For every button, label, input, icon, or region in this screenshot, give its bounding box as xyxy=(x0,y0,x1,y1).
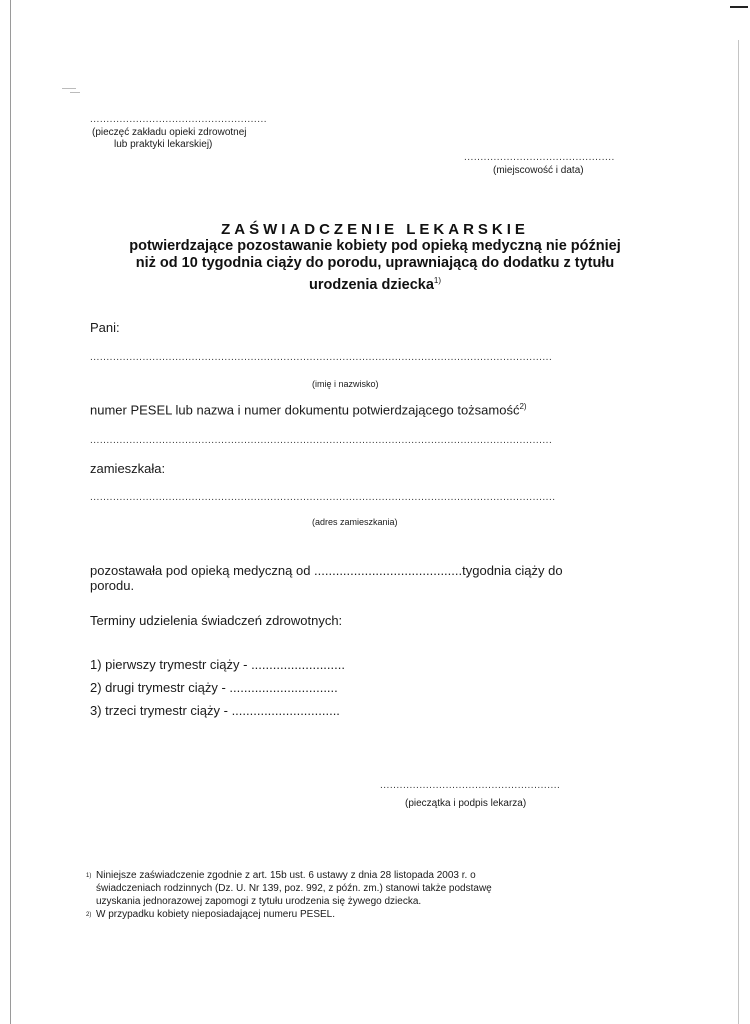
title-line-4: urodzenia dziecka$^{1)}$ xyxy=(308,276,442,293)
footnote-1-line3: uzyskania jednorazowej zapomogi z tytułu urodzenia się żywego dziecka. xyxy=(96,896,422,907)
footnote-2-marker: 2) xyxy=(86,912,92,918)
terms-label: Terminy udzielenia świadczeń zdrowotnych: xyxy=(90,613,343,628)
pesel-label: numer PESEL lub nazwa i numer dokumentu potwierdzającego tożsamość$^{2)}$ xyxy=(90,402,527,418)
stamp-dotted-line: ...................................................... xyxy=(90,114,268,125)
footnote-1-line2: świadczeniach rodzinnych (Dz. U. Nr 139, poz. 992, z późn. zm.) stanowi także podstawę xyxy=(96,883,492,894)
pesel-dotted-line: ............................................................................................................................................. xyxy=(90,435,553,446)
trimester-1: 1) pierwszy trymestr ciąży - .......................... xyxy=(90,657,345,672)
footnote-1-line1: Niniejsze zaświadczenie zgodnie z art. 15b ust. 6 ustawy z dnia 28 listopada 2003 r. o xyxy=(96,870,476,881)
stamp-label-line2: lub praktyki lekarskiej) xyxy=(114,139,213,150)
scan-mark xyxy=(730,6,748,8)
address-dotted-line: .............................................................................................................................................. xyxy=(90,492,556,503)
footnote-ref-1: 1) xyxy=(433,276,442,285)
pani-label: Pani: xyxy=(90,320,120,335)
name-caption: (imię i nazwisko) xyxy=(312,379,379,389)
scan-edge-right xyxy=(738,40,739,1024)
stamp-label-line1: (pieczęć zakładu opieki zdrowotnej xyxy=(92,127,247,138)
care-line-2: porodu. xyxy=(90,578,135,593)
care-line-1: pozostawała pod opieką medyczną od .........................................tygodnia ciąży do xyxy=(90,563,563,578)
document-title: ZAŚWIADCZENIE LEKARSKIE xyxy=(221,221,529,238)
signature-label: (pieczątka i podpis lekarza) xyxy=(405,798,527,809)
place-date-label: (miejscowość i data) xyxy=(493,165,584,176)
address-label: zamieszkała: xyxy=(90,461,166,476)
trimester-2: 2) drugi trymestr ciąży - .............................. xyxy=(90,680,338,695)
signature-dotted-line: ....................................................... xyxy=(380,780,561,791)
footnote-2-text: W przypadku kobiety nieposiadającej numeru PESEL. xyxy=(96,909,336,920)
trimester-3: 3) trzeci trymestr ciąży - .............................. xyxy=(90,703,340,718)
scan-edge-left xyxy=(10,0,11,1024)
title-line-2: potwierdzające pozostawanie kobiety pod opieką medyczną nie później xyxy=(129,238,621,254)
scan-speck xyxy=(70,92,80,93)
title-line-3: niż od 10 tygodnia ciąży do porodu, uprawniającą do dodatku z tytułu xyxy=(135,255,615,271)
address-caption: (adres zamieszkania) xyxy=(312,517,398,527)
scan-speck xyxy=(62,88,76,89)
place-date-dotted-line: .............................................. xyxy=(464,152,615,163)
name-dotted-line: ............................................................................................................................................. xyxy=(90,352,553,363)
footnote-ref-2: 2) xyxy=(519,402,527,411)
footnote-1-marker: 1) xyxy=(86,873,92,879)
